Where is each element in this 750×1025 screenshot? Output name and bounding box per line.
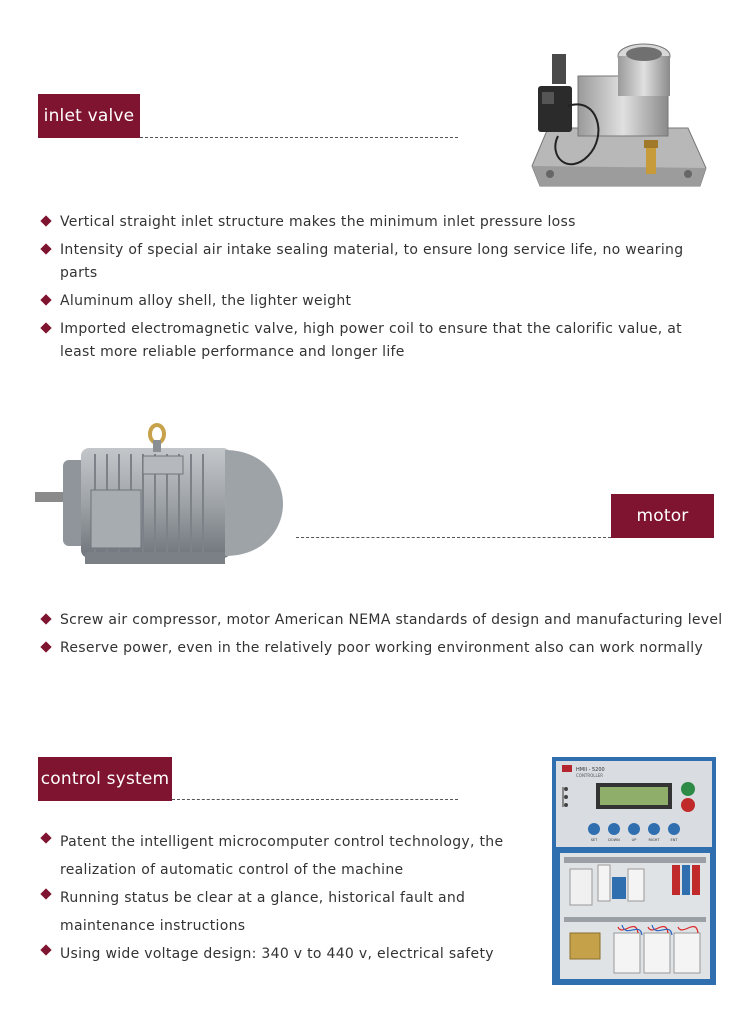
- controller-key-label: ENT: [670, 838, 678, 842]
- section-title-text: inlet valve: [43, 106, 135, 126]
- list-item: Imported electromagnetic valve, high power coil to ensure that the calorific value, at least more reliable performance and longer life: [40, 318, 720, 364]
- list-item: Using wide voltage design: 340 v to 440 v, electrical safety: [40, 940, 540, 968]
- motor-image: [35, 420, 285, 565]
- inlet-valve-image: [528, 36, 710, 200]
- dashed-divider: [172, 799, 458, 800]
- list-item: Patent the intelligent microcomputer control technology, the realization of automatic control of the machine: [40, 828, 540, 884]
- controller-key-label: UP: [631, 838, 637, 842]
- controller-key-label: RIGHT: [648, 838, 660, 842]
- control-panel-image: [552, 757, 716, 985]
- list-item: Vertical straight inlet structure makes the minimum inlet pressure loss: [40, 211, 720, 234]
- section-title-text: motor: [636, 506, 689, 526]
- section-title-control-system: [38, 757, 172, 801]
- dashed-divider: [296, 537, 611, 538]
- dashed-divider: [140, 137, 458, 138]
- section-title-motor: [611, 494, 714, 538]
- motor-feature-list: [40, 609, 730, 665]
- list-item: Aluminum alloy shell, the lighter weight: [40, 290, 720, 313]
- list-item: Reserve power, even in the relatively poor working environment also can work normally: [40, 637, 730, 660]
- list-item: Screw air compressor, motor American NEMA standards of design and manufacturing level: [40, 609, 730, 632]
- section-title-inlet-valve: [38, 94, 140, 138]
- list-item: Intensity of special air intake sealing material, to ensure long service life, no wearing parts: [40, 239, 720, 285]
- controller-model: HMII - 5200: [576, 767, 605, 773]
- inlet-valve-feature-list: [40, 211, 720, 369]
- controller-key-label: SET: [590, 838, 598, 842]
- section-title-text: control system: [40, 769, 170, 789]
- controller-sub: CONTROLLER: [576, 773, 604, 778]
- control-system-feature-list: [40, 828, 540, 968]
- list-item: Running status be clear at a glance, historical fault and maintenance instructions: [40, 884, 540, 940]
- controller-key-label: DOWN: [608, 838, 620, 842]
